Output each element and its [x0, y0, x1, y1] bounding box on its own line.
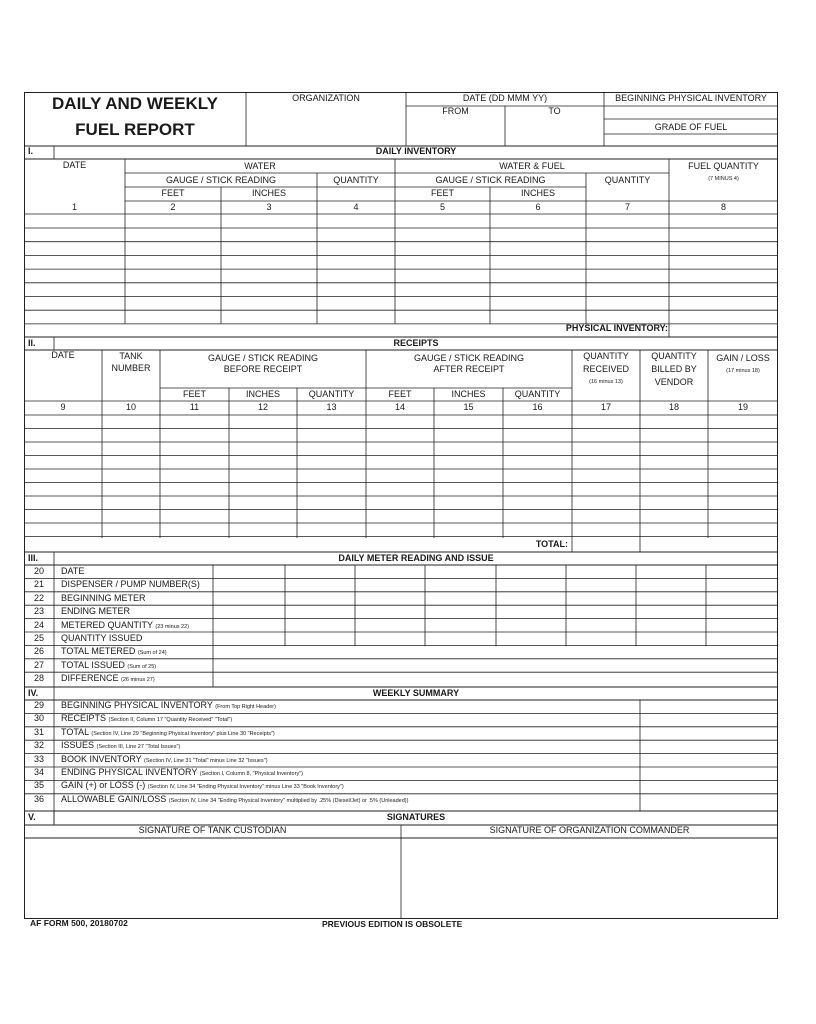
s2-qty-billed-3: VENDOR: [654, 377, 694, 387]
s3-line-number: 24: [33, 619, 44, 630]
s2-column-number: 10: [125, 402, 136, 412]
s2-total-label: TOTAL:: [535, 539, 568, 549]
s1-fuel-quantity-header: FUEL QUANTITY: [688, 161, 759, 171]
s2-column-number: 17: [600, 402, 611, 412]
s2-before-inches: INCHES: [245, 389, 280, 399]
s4-line-number: 30: [33, 713, 44, 724]
s4-line-note: (From Top Right Header): [215, 704, 276, 710]
s4-line-label: BOOK INVENTORY (Section IV, Line 31 "Total" minus Line 32 "Issues"): [61, 753, 268, 764]
s2-before-quantity: QUANTITY: [308, 389, 355, 399]
s3-line-number: 21: [33, 579, 44, 590]
s4-line-label: TOTAL (Section IV, Line 29 "Beginning Physical Inventory" plus Line 30 "Receipts"): [61, 726, 275, 737]
custodian-signature-label: SIGNATURE OF TANK CUSTODIAN: [138, 825, 287, 835]
commander-signature-field[interactable]: [402, 839, 777, 918]
form-title-line2: FUEL REPORT: [75, 120, 195, 139]
s2-before-header-1: GAUGE / STICK READING: [207, 353, 319, 363]
s1-column-number: 5: [439, 202, 445, 212]
section-2-title: RECEIPTS: [393, 338, 439, 348]
s4-value-field[interactable]: [641, 741, 777, 753]
custodian-signature-field[interactable]: [25, 839, 400, 918]
grade-of-fuel-field[interactable]: [605, 134, 777, 145]
date-to-field[interactable]: [506, 119, 603, 145]
s2-tank-header-1: TANK: [119, 351, 143, 361]
section-4-title: WEEKLY SUMMARY: [372, 688, 460, 698]
s1-column-number: 6: [535, 202, 541, 212]
s1-date-header: DATE: [62, 160, 87, 170]
s4-line-number: 29: [33, 700, 44, 710]
physical-inventory-field[interactable]: [670, 324, 777, 336]
s4-line-note: (Section IV, Line 31 "Total" minus Line 32 "Issues"): [144, 757, 268, 764]
s4-line-label: ENDING PHYSICAL INVENTORY (Section I, Column 8, "Physical Inventory"): [61, 767, 303, 777]
s4-line-number: 36: [33, 793, 44, 804]
s2-qty-billed-1: QUANTITY: [651, 351, 697, 361]
s2-qty-received-note: (16 minus 13): [589, 379, 623, 385]
s2-after-inches: INCHES: [451, 389, 486, 399]
s2-column-number: 12: [257, 402, 268, 412]
s4-line-note: (Section III, Line 27 "Total Issues"): [96, 744, 181, 751]
s2-after-header-2: AFTER RECEIPT: [433, 364, 505, 374]
s2-column-number: 13: [326, 402, 337, 412]
s1-water-gauge-header: GAUGE / STICK READING: [165, 175, 277, 185]
s3-line-label: ENDING METER: [61, 606, 131, 617]
s1-column-number: 8: [720, 202, 726, 212]
section-2-number: II.: [28, 338, 36, 348]
s1-water-inches-header: INCHES: [251, 188, 286, 198]
s4-line-note: (Section IV, Line 34 "Ending Physical Inventory" multiplied by .25% (Diesel/Jet) or .5% (Unleaded)): [168, 797, 409, 804]
s3-line-label: DISPENSER / PUMP NUMBER(S): [61, 579, 200, 590]
section-1-title: DAILY INVENTORY: [375, 146, 457, 156]
s3-line-number: 23: [33, 606, 44, 617]
s2-column-number: 16: [532, 402, 543, 412]
s4-line-note: (Section I, Column 8, "Physical Inventory"): [199, 771, 303, 777]
s3-line-note: (Sum of 24): [137, 650, 167, 657]
s4-value-field[interactable]: [641, 714, 777, 726]
s4-line-number: 32: [33, 740, 44, 751]
s4-line-note: (Section II, Column 17 "Quantity Received" "Total"): [108, 717, 233, 724]
date-from-field[interactable]: [407, 119, 504, 145]
s2-tank-header-2: NUMBER: [111, 363, 151, 373]
s4-line-number: 35: [33, 780, 44, 791]
section-5-title: SIGNATURES: [386, 812, 446, 822]
s4-line-number: 34: [33, 767, 44, 777]
s4-value-field[interactable]: [641, 768, 777, 780]
s3-line-label: BEGINNING METER: [61, 592, 146, 603]
organization-field[interactable]: [247, 106, 405, 145]
s3-line-label: DIFFERENCE (26 minus 27): [61, 673, 155, 684]
s3-line-note: (23 minus 22): [155, 623, 189, 630]
s4-line-label: BEGINNING PHYSICAL INVENTORY (From Top Right Header): [61, 700, 276, 710]
s3-line-label: DATE: [61, 566, 85, 576]
s4-value-field[interactable]: [641, 755, 777, 767]
s1-water-fuel-header: WATER & FUEL: [499, 161, 565, 171]
s4-line-label: ISSUES (Section III, Line 27 "Total Issues"): [61, 740, 181, 751]
s1-wf-inches-header: INCHES: [520, 188, 555, 198]
date-range-label: DATE (DD MMM YY): [462, 93, 548, 103]
form-identifier: AF FORM 500, 20180702: [30, 918, 128, 928]
s2-column-number: 14: [394, 402, 405, 412]
date-to-label: TO: [548, 106, 561, 116]
s2-column-number: 15: [463, 402, 474, 412]
s3-line-number: 26: [33, 646, 44, 657]
section-5-number: V.: [28, 812, 36, 822]
s2-total-field[interactable]: [573, 539, 639, 551]
s2-qty-received-2: RECEIVED: [582, 364, 629, 374]
s3-line-note: (Sum of 25): [127, 663, 157, 670]
s3-line-number: 27: [33, 659, 44, 670]
section-4-number: IV.: [28, 688, 39, 698]
s2-column-number: 9: [60, 402, 66, 412]
commander-signature-label: SIGNATURE OF ORGANIZATION COMMANDER: [489, 825, 690, 835]
s2-gain-loss-note: (17 minus 18): [726, 368, 760, 374]
previous-edition-notice: PREVIOUS EDITION IS OBSOLETE: [322, 919, 463, 929]
physical-inventory-label: PHYSICAL INVENTORY:: [565, 323, 668, 333]
s3-line-number: 25: [33, 633, 44, 643]
s2-after-quantity: QUANTITY: [514, 389, 561, 399]
form-title-line1: DAILY AND WEEKLY: [52, 94, 218, 113]
s1-column-number: 1: [71, 202, 77, 212]
s3-line-number: 20: [33, 566, 44, 576]
s1-column-number: 2: [170, 202, 176, 212]
s4-line-note: (Section IV, Line 34 "Ending Physical Inventory" minus Line 33 "Book Inventory"): [147, 784, 344, 791]
s1-water-quantity-header: QUANTITY: [333, 175, 379, 185]
s3-line-number: 22: [33, 592, 44, 603]
s3-line-label: METERED QUANTITY (23 minus 22): [61, 619, 189, 630]
s4-value-field[interactable]: [641, 781, 777, 793]
s1-water-feet-header: FEET: [161, 188, 185, 198]
s2-qty-billed-2: BILLED BY: [651, 364, 697, 374]
s2-column-number: 18: [668, 402, 679, 412]
s4-line-note: (Section IV, Line 29 "Beginning Physical Inventory" plus Line 30 "Receipts"): [91, 730, 275, 737]
date-from-label: FROM: [442, 106, 469, 116]
s4-value-field[interactable]: [641, 728, 777, 740]
s1-column-number: 7: [624, 202, 630, 212]
s3-line-note: (26 minus 27): [121, 677, 155, 684]
organization-label: ORGANIZATION: [292, 93, 360, 103]
s4-value-field[interactable]: [641, 701, 777, 713]
s4-line-label: RECEIPTS (Section II, Column 17 "Quantity Received" "Total"): [61, 713, 233, 724]
s4-line-label: GAIN (+) or LOSS (-) (Section IV, Line 34 "Ending Physical Inventory" minus Line 33 "Book Inventory"): [61, 780, 344, 791]
s3-line-label: TOTAL METERED (Sum of 24): [61, 646, 167, 657]
s2-after-header-1: GAUGE / STICK READING: [413, 353, 525, 363]
s2-qty-received-1: QUANTITY: [583, 351, 629, 361]
grade-of-fuel-label: GRADE OF FUEL: [654, 122, 728, 132]
section-1-number: I.: [28, 146, 34, 156]
s2-date-header: DATE: [51, 350, 75, 360]
s3-line-number: 28: [33, 673, 44, 684]
section-3-number: III.: [28, 553, 39, 563]
s1-column-number: 3: [266, 202, 272, 212]
s4-line-label: ALLOWABLE GAIN/LOSS (Section IV, Line 34 "Ending Physical Inventory" multiplied by .25% (Diesel/Jet) or .5% (Unleaded)): [61, 793, 409, 804]
s1-water-header: WATER: [244, 161, 276, 171]
s3-line-label: TOTAL ISSUED (Sum of 25): [61, 659, 157, 670]
s1-wf-feet-header: FEET: [430, 188, 454, 198]
s3-line-label: QUANTITY ISSUED: [61, 633, 143, 643]
s1-wf-quantity-header: QUANTITY: [604, 175, 651, 185]
section-3-title: DAILY METER READING AND ISSUE: [338, 553, 494, 563]
s4-value-field[interactable]: [641, 795, 777, 807]
s2-column-number: 19: [737, 402, 748, 412]
s1-wf-gauge-header: GAUGE / STICK READING: [435, 175, 546, 185]
s2-column-number: 11: [189, 402, 200, 412]
s2-after-feet: FEET: [388, 389, 412, 399]
s1-fuel-quantity-note: (7 MINUS 4): [708, 176, 739, 182]
s2-gain-loss-header: GAIN / LOSS: [716, 353, 770, 363]
beginning-inventory-field[interactable]: [605, 106, 777, 119]
beginning-inventory-label: BEGINNING PHYSICAL INVENTORY: [615, 93, 767, 103]
s2-before-feet: FEET: [182, 389, 206, 399]
s4-line-number: 33: [33, 753, 44, 764]
s4-line-number: 31: [33, 726, 44, 737]
s1-column-number: 4: [353, 202, 359, 212]
s2-before-header-2: BEFORE RECEIPT: [223, 364, 303, 374]
